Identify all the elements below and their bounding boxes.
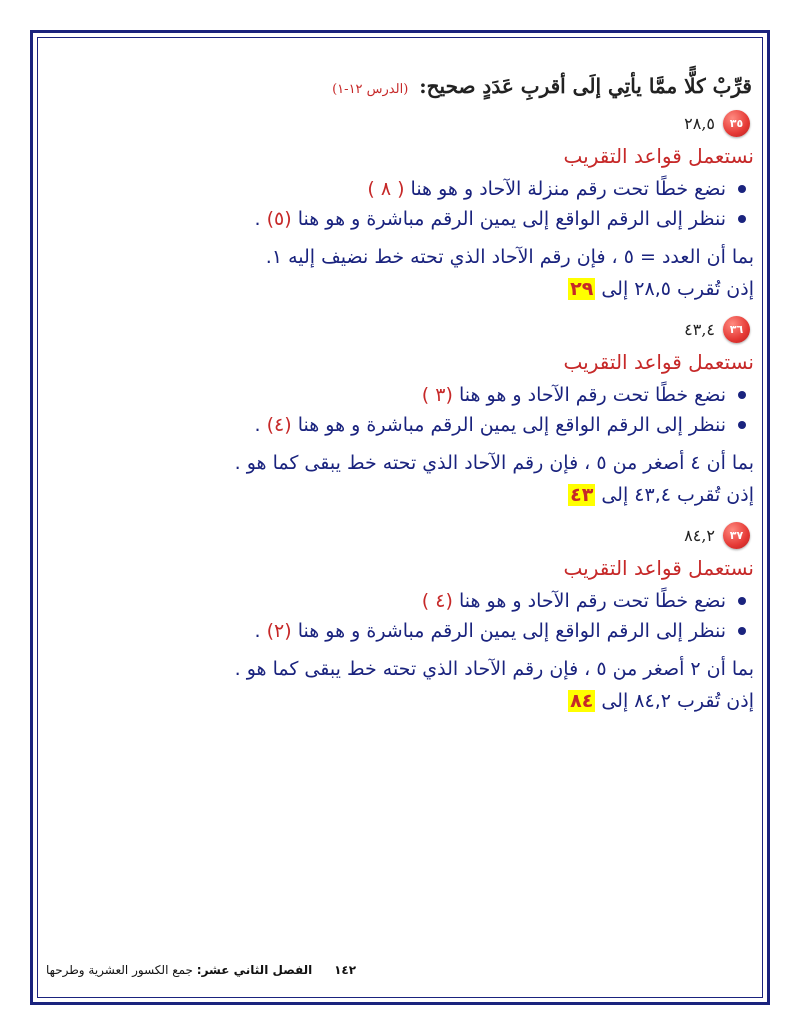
problem-header <box>46 520 750 550</box>
step-text: ننظر إلى الرقم الواقع إلى يمين الرقم مباشرة و هو هنا <box>297 620 726 642</box>
step-item <box>46 616 726 646</box>
step-end: . <box>254 414 261 436</box>
steps-list <box>46 380 754 440</box>
problem-number-badge: ٣٦ <box>723 316 750 343</box>
exercise-instruction <box>46 74 752 98</box>
step-digit: (٤ ) <box>421 590 453 612</box>
problem-block <box>46 520 754 712</box>
problem-header <box>46 108 750 138</box>
conclusion-text: إذن تُقرب ٢٨,٥ إلى <box>601 278 754 300</box>
instruction-text: قرِّبْ كلًّا ممَّا يأتِي إلَى أقربِ عَدَدٍ صحيح: <box>419 74 752 98</box>
chapter-label: الفصل الثاني عشر: <box>196 963 313 977</box>
problem-header <box>46 314 750 344</box>
problem-number-value: ٤٣,٤ <box>684 319 715 339</box>
problem-number-value: ٢٨,٥ <box>684 113 715 133</box>
step-text: ننظر إلى الرقم الواقع إلى يمين الرقم مباشرة و هو هنا <box>297 414 726 436</box>
step-item <box>46 204 726 234</box>
step-digit: (٣ ) <box>421 384 453 406</box>
step-digit: ( ٨ ) <box>367 178 405 200</box>
steps-list <box>46 174 754 234</box>
conclusion-line <box>46 690 754 712</box>
chapter-title: جمع الكسور العشرية وطرحها <box>46 963 193 977</box>
step-item <box>46 380 726 410</box>
step-end: . <box>254 620 261 642</box>
step-text: ننظر إلى الرقم الواقع إلى يمين الرقم مباشرة و هو هنا <box>297 208 726 230</box>
step-item <box>46 586 726 616</box>
lesson-reference: (الدرس ١٢-١) <box>332 82 409 97</box>
step-item <box>46 174 726 204</box>
problem-number-badge: ٣٧ <box>723 522 750 549</box>
problem-block <box>46 108 754 300</box>
conclusion-line <box>46 484 754 506</box>
steps-list <box>46 586 754 646</box>
answer-highlight: ٢٩ <box>570 278 594 300</box>
step-text: نضع خطًا تحت رقم الآحاد و هو هنا <box>458 590 726 612</box>
answer-highlight: ٤٣ <box>570 484 594 506</box>
answer-highlight: ٨٤ <box>570 690 594 712</box>
explanation-text: بما أن ٤ أصغر من ٥ ، فإن رقم الآحاد الذي تحته خط يبقى كما هو . <box>234 452 754 474</box>
problem-number-badge: ٣٥ <box>723 110 750 137</box>
step-text: نضع خطًا تحت رقم الآحاد و هو هنا <box>458 384 726 406</box>
step-item <box>46 410 726 440</box>
worksheet-page <box>46 60 754 990</box>
step-end: . <box>254 208 261 230</box>
problem-number-value: ٨٤,٢ <box>684 525 715 545</box>
conclusion-line <box>46 278 754 300</box>
explanation-text: بما أن العدد = ٥ ، فإن رقم الآحاد الذي تحته خط نضيف إليه ١. <box>265 246 754 268</box>
explanation-text: بما أن ٢ أصغر من ٥ ، فإن رقم الآحاد الذي تحته خط يبقى كما هو . <box>234 658 754 680</box>
page-number: ١٤٢ <box>334 963 357 977</box>
conclusion-text: إذن تُقرب ٨٤,٢ إلى <box>601 690 754 712</box>
rules-title: نستعمل قواعد التقريب <box>563 144 754 168</box>
step-digit: (٥) <box>266 208 292 230</box>
conclusion-text: إذن تُقرب ٤٣,٤ إلى <box>601 484 754 506</box>
rules-title: نستعمل قواعد التقريب <box>563 350 754 374</box>
page-footer <box>46 963 746 977</box>
step-digit: (٤) <box>266 414 292 436</box>
step-text: نضع خطًا تحت رقم منزلة الآحاد و هو هنا <box>410 178 726 200</box>
step-digit: (٢) <box>266 620 292 642</box>
rules-title: نستعمل قواعد التقريب <box>563 556 754 580</box>
problem-block <box>46 314 754 506</box>
